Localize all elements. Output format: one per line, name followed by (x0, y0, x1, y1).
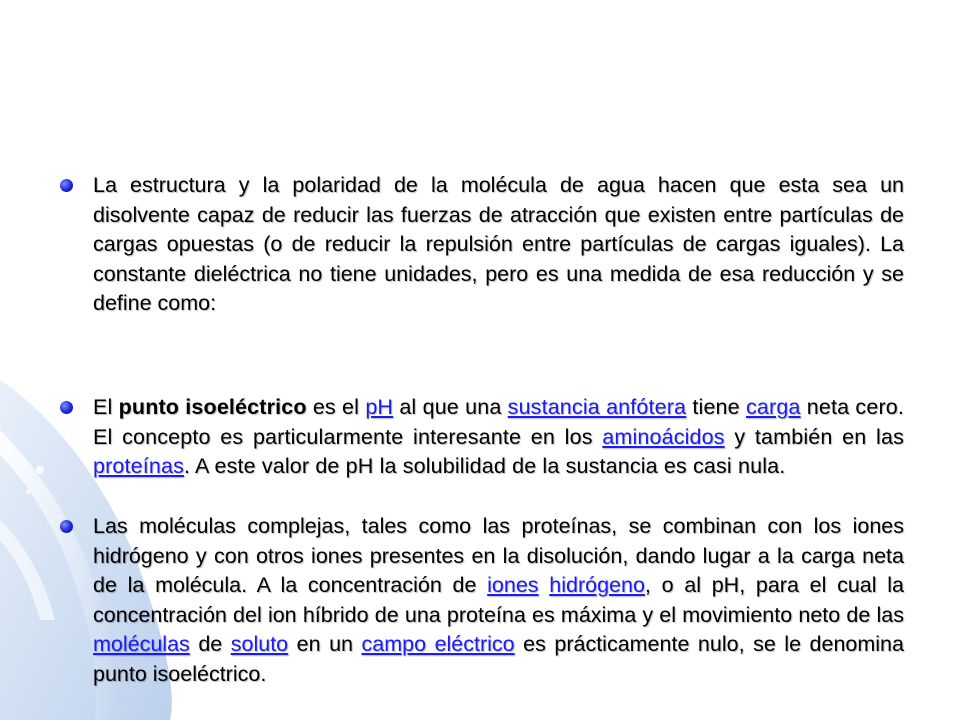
link-carga[interactable]: carga (746, 395, 801, 419)
link-moleculas[interactable]: moléculas (93, 632, 190, 656)
link-aminoacidos[interactable]: aminoácidos (602, 424, 725, 449)
bullet-item-dielectric (58, 171, 904, 319)
link-campo-electrico[interactable]: campo eléctrico (361, 632, 515, 656)
text-segment: es el (306, 395, 366, 419)
text-segment (539, 573, 550, 597)
text-segment: . A este valor de pH la solubilidad de la sustancia es casi nula. (184, 454, 786, 478)
bullet-item-complex-molecules (58, 512, 904, 689)
link-hidrogeno[interactable]: hidrógeno (549, 573, 645, 597)
bullet-dot-icon (60, 179, 73, 192)
text-segment: es prácticamente nulo, se le denomina punto isoeléctrico. (93, 632, 904, 686)
bold-term: punto isoeléctrico (118, 395, 307, 419)
bullet-dot-icon (60, 520, 73, 533)
link-sustancia-anfotera[interactable]: sustancia anfótera (507, 395, 687, 419)
slide-bullet-list (58, 393, 904, 482)
text-segment: de (189, 632, 231, 656)
bullet-text (93, 395, 904, 478)
text-segment: tiene (686, 395, 746, 419)
text-segment: neta cero. El concepto es particularmente interesante en los (93, 395, 904, 449)
text-segment: y también en las (724, 424, 904, 449)
text-segment: Las moléculas complejas, tales como las proteínas, se combinan con los iones hidrógeno y con otros iones presentes en la disolución, dando lugar a la carga neta de la molécula. A la concentración de (93, 514, 904, 597)
slide-bullet-list (58, 171, 904, 319)
bullet-dot-icon (60, 401, 73, 414)
bullet-text (93, 514, 904, 686)
link-iones[interactable]: iones (487, 573, 539, 597)
text-segment: , o al pH, para el cual la concentración del ion híbrido de una proteína es máxima y el movimiento neto de las (93, 573, 904, 627)
bullet-item-isoelectric-point (58, 393, 904, 482)
link-soluto[interactable]: soluto (230, 632, 289, 656)
text-segment: en un (288, 632, 362, 656)
text-segment: al que una (393, 395, 508, 419)
slide-bullet-list (58, 512, 904, 689)
link-ph[interactable]: pH (365, 395, 394, 419)
bullet-text: La estructura y la polaridad de la molécula de agua hacen que esta sea un disolvente capaz de reducir las fuerzas de atracción que existen entre partículas de cargas opuestas (o de reducir la repulsión entre partículas de cargas iguales). La constante dieléctrica no tiene unidades, pero es una medida de esa reducción y se define como: (93, 173, 904, 315)
text-segment: El (93, 395, 119, 419)
link-proteinas[interactable]: proteínas (93, 454, 184, 478)
